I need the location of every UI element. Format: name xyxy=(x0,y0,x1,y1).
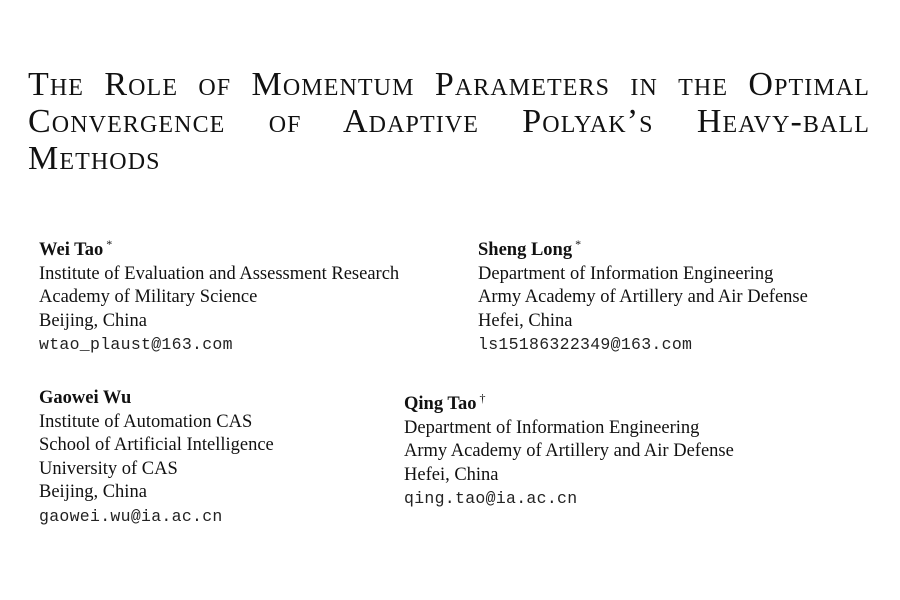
author-affiliation-line: Army Academy of Artillery and Air Defense xyxy=(478,287,808,307)
author-name: Wei Tao xyxy=(39,240,104,260)
author-email: ls15186322349@163.com xyxy=(478,335,693,354)
author-email: qing.tao@ia.ac.cn xyxy=(404,489,578,508)
author-name-line xyxy=(404,387,734,417)
author-name: Gaowei Wu xyxy=(39,388,132,408)
author-affiliation-line: Department of Information Engineering xyxy=(404,417,700,438)
author-footnote-mark: * xyxy=(106,237,113,251)
author-email: gaowei.wu@ia.ac.cn xyxy=(39,506,223,526)
author-name-line xyxy=(39,233,399,263)
author-footnote-mark: * xyxy=(575,237,582,251)
author-name-line xyxy=(39,387,274,411)
author-affiliation-line: Institute of Evaluation and Assessment Research xyxy=(39,263,400,284)
paper-title: The Role of Momentum Parameters in the Optimal Convergence of Adaptive Polyak’s Heavy-ball Methods xyxy=(28,66,870,177)
author-affiliation-line: Army Academy of Artillery and Air Defense xyxy=(404,441,734,461)
author-name-line xyxy=(478,233,808,263)
author-affiliation-line: School of Artificial Intelligence xyxy=(39,435,274,455)
author-name: Qing Tao xyxy=(404,394,477,414)
author-footnote-mark: † xyxy=(479,391,486,405)
author-affiliation-line: Beijing, China xyxy=(39,482,147,502)
author-affiliation-line: Beijing, China xyxy=(39,310,147,331)
author-affiliation-line: Institute of Automation CAS xyxy=(39,411,253,432)
author-block-gaowei-wu xyxy=(39,387,274,528)
author-block-wei-tao xyxy=(39,233,399,357)
author-block-sheng-long xyxy=(478,233,808,357)
author-affiliation-line: Hefei, China xyxy=(478,310,573,331)
author-block-qing-tao xyxy=(404,387,734,511)
author-affiliation-line: University of CAS xyxy=(39,458,178,479)
author-email: wtao_plaust@163.com xyxy=(39,335,233,354)
author-name: Sheng Long xyxy=(478,240,573,260)
author-affiliation-line: Hefei, China xyxy=(404,464,499,485)
author-affiliation-line: Academy of Military Science xyxy=(39,287,258,307)
author-affiliation-line: Department of Information Engineering xyxy=(478,263,774,284)
